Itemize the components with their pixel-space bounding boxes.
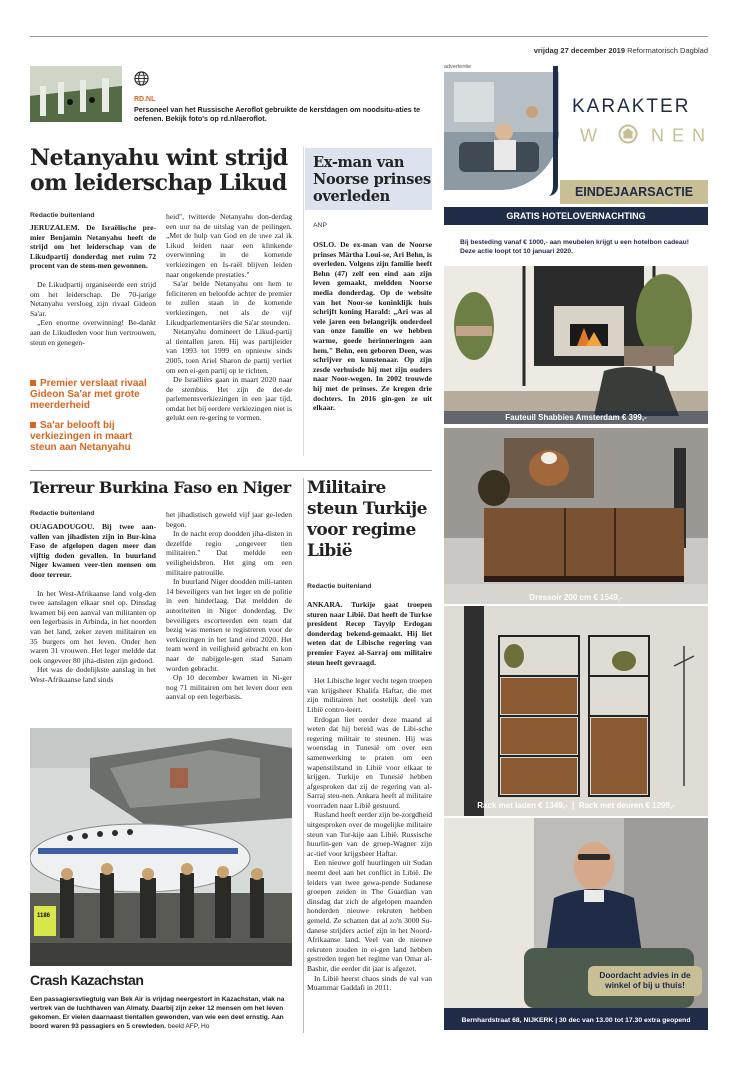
burkina-headline: Terreur Burkina Faso en Niger [30, 478, 291, 497]
rack-photo [444, 606, 708, 816]
likud-para: De Israëliërs gaan in maart 2020 naar de stembus. Het zijn de der-de parlementsverkiezingen in een jaar tijd, omdat het bij eerdere verkiezingen niet is gelukt een re-gering te vormen. [166, 375, 292, 423]
behn-lead: OSLO. De ex-man van de Noorse prinses Märtha Loui-se, Ari Behn, is overleden. Volgens zijn familie heeft Behn (47) zelf een eind aan zijn leven gemaakt, meldden Noorse media donderdag. Op de website van het Noor-se koninklijk huis schrijft koning Harald: „Ari was al vele jaren een belangrijk onderdeel van onze familie en we hebben warme, goede herinneringen aan hem." Behn, een geboren Deen, was schrijver en kunstenaar. Op zijn zesde verhuisde hij met zijn ouders naar Noor-wegen. In 2002 trouwde hij met de prinses. Ze kregen drie dochters. In 2016 gin-gen ze uit elkaar. [313, 240, 432, 413]
section-rule [30, 470, 432, 471]
advisor-photo [444, 818, 708, 1030]
advert-interior-photo [444, 72, 559, 190]
product-dressoir: Dressoir 200 cm € 1549,- [529, 593, 623, 602]
likud-para: Netanyahu domineert de Likud-partij al tientallen jaren. Hij was partijleider van 1993 tot 1999 en opnieuw sinds 2005, toen Ariel Sharon de partij verliet om een ei-gen partij op te richten. [166, 327, 292, 375]
libie-para: Het Libische leger vecht tegen troepen van krijgsheer Khalifa Haftar, die met zijn militairen het oostelijk deel van Libië contro-leert. [307, 676, 432, 714]
likud-col2 [166, 212, 292, 423]
libie-byline: Redactie buitenland [307, 583, 372, 590]
likud-para: heid", twitterde Netanyahu don-derdag een uur na de uitslag van de peilingen. „Met de hulp van God en de uwe zal ik Likud leiden naar een klinkende overwinning in de komende verkiezingen en Is-raël blijven leiden naar ongekende prestaties." [166, 212, 292, 279]
brand-arc [548, 66, 558, 196]
behn-headline: Ex-man van Noorse prinses overleden [313, 154, 431, 205]
behn-byline: ANP [313, 222, 327, 229]
likud-lead: JERUZALEM. De Israëlische pre-mier Benjamin Netanyahu heeft de strijd om het leiderschap van de Likudpartij donderdag met ruim 72 procent van de stem-men gewonnen. [30, 223, 156, 271]
advice-bubble: Doordacht advies in de winkel of bij u thuis! [588, 966, 702, 996]
brand-wonen: W NEN [580, 124, 713, 149]
burkina-col1 [30, 522, 156, 685]
libie-para: Erdogan liet eerder deze maand al weten dat hij bereid was de Libi-sche regering militair te steunen. Hij was woensdag in Tunesië om over een samenwerking te praten om een wapenstilstand in Libië voor elkaar te krijgen. Turkije en Tunesië hebben afgesproken dat zij de regering van al-Sarraj steu-nen. Ankara heeft al militaire voorraden naar Libië gestuurd. [307, 714, 432, 810]
burkina-para: Op 10 december kwamen in Ni-ger nog 71 militairen om het leven door een aanval op een legerbasis. [166, 673, 292, 702]
libie-lead: ANKARA. Turkije gaat troepen sturen naar Libië. Dat heeft de Turkse president Recep Tayyip Erdogan donderdag bekend-gemaakt. Hij liet weten dat de Libische regering van premier Fayez al-Sarraj om militaire steun heeft gevraagd. [307, 600, 432, 667]
likud-pull-quote-1: Premier verslaat rivaal Gideon Sa'ar met grote meerderheid [30, 378, 147, 411]
crash-caption: Een passagiersvliegtuig van Bek Air is vrijdag neergestort in Kazachstan, vlak na vertrek van de luchthaven van Almaty. Daarbij zijn zeker 12 mensen om het leven gekomen. Er vielen daarnaast tientallen gewonden, van wie een deel ernstig. Aan boord waren 93 passagiers en 5 crewleden. beeld AFP, Ho [30, 996, 285, 1030]
likud-pull-quote-2: Sa'ar belooft bij verkiezingen in maart steun aan Netanyahu [30, 420, 133, 453]
libie-para: Een nieuwe golf huurlingen uit Sudan neemt deel aan het conflict in Libië. De leiders van twee gewa-pende Sudanese groepen zeiden in The Guardian van dinsdag dat zich de afgelopen maanden honderden nieuwe rekruten hebben gemeld. Ze schatten dat al zo'n 3000 Su-danese strijders actief zijn in het Noord-Afrikaanse land. Veel van de nieuwe rekruten zouden in ei-gen land hebben gestreden tegen het regime van Omar al-Bashir, die eerder dit jaar is afgezet. [307, 858, 432, 973]
store-footer: Bernhardstraat 68, NIJKERK | 30 dec van 13.00 tot 17.30 extra geopend [444, 1012, 708, 1030]
burkina-byline: Redactie buitenland [30, 510, 95, 517]
advert-label: advertentie [444, 64, 472, 70]
burkina-lead: OUAGADOUGOU. Bij twee aan-vallen van jihadisten zijn in Bur-kina Faso de afgelopen dagen meer dan vijftig doden gevallen. In buurland Niger kwamen veer-tien mensen om door terreur. [30, 522, 156, 579]
libie-para: Rusland heeft eerder zijn be-zorgdheid uitgesproken over de mogelijke militaire steun van Tur-kije aan Libië. Russische huurlin-gen van de groep-Wagner zijn ac-tief voor krijgsheer Haftar. [307, 810, 432, 858]
burkina-col2 [166, 510, 292, 702]
page-dateline: vrijdag 27 december 2019 Reformatorisch Dagblad [533, 46, 708, 55]
square-bullet-icon [30, 380, 36, 386]
product-fauteuil: Fauteuil Shabbies Amsterdam € 399,- [444, 411, 708, 424]
burkina-para: het jihadistisch geweld vijf jaar ge-leden begon. [166, 510, 292, 529]
fauteuil-photo [444, 266, 708, 424]
house-icon [618, 124, 638, 149]
vest-number: 1186 [37, 913, 51, 919]
top-rule [30, 36, 708, 37]
square-bullet-icon [30, 422, 36, 428]
likud-para: „Een enorme overwinning! Be-dankt aan de Likudleden voor hun vertrouwen, steun en genegen- [30, 318, 156, 347]
likud-para: De Likudpartij organiseerde een strijd om het leiderschap. De 70-jarige Netanyahu versloeg zijn rivaal Gideon Sa'ar. [30, 279, 156, 318]
hotel-banner: GRATIS HOTELOVERNACHTING [444, 207, 708, 225]
behn-body [313, 240, 432, 413]
burkina-para: Het was de dodelijkste aanslag in het West-Afrikaanse land sinds [30, 665, 156, 684]
crash-photo[interactable] [30, 728, 292, 966]
dressoir-photo [444, 428, 708, 604]
crash-headline: Crash Kazachstan [30, 972, 144, 988]
teaser-text[interactable]: Personeel van het Russische Aeroflot gebruikte de kerstdagen om noodsitu-aties te oefenen. Bekijk foto's op rd.nl/aeroflot. [134, 105, 421, 123]
likud-para: Sa'ar belde Netanyahu om hem te feliciteren en beloofde achter de premier te zullen staan in de komende verkiezingen, net als de vijf Likudparlementariërs die Sa'ar steunden. [166, 279, 292, 327]
teaser-source[interactable]: RD.NL [134, 96, 156, 103]
libie-body [307, 600, 432, 993]
likud-col1 [30, 223, 156, 347]
eindejaarsactie-banner: EINDEJAARSACTIE [560, 180, 708, 204]
burkina-para: In buurland Niger doodden mili-tanten 14 beveiligers van het leger en de politie in een hinderlaag. Dat meldden de autoriteiten in Niger donderdag. De beveiligers escorteerden een team dat bezig was mensen te registreren voor de verkiezingen in het land eind 2020. Het team werd in veiligheid gebracht en kon naar de nabijgele-gen stad Sanam worden gebracht. [166, 577, 292, 673]
likud-byline: Redactie buitenland [30, 212, 95, 219]
column-divider [303, 478, 304, 1033]
product-racks: Rack met laden € 1349,- | Rack met deuren € 1299,- [477, 801, 675, 810]
likud-headline: Netanyahu wint strijd om leiderschap Likud [30, 145, 288, 196]
offer-text: Bij besteding vanaf € 1000,- aan meubelen krijgt u een hotelbon cadeau! Deze actie loopt tot 10 januari 2020. [460, 239, 689, 255]
aeroflot-teaser-photo[interactable] [30, 66, 122, 122]
photo-credit: beeld AFP, Ho [167, 1023, 210, 1030]
behn-headline-box [305, 148, 432, 210]
burkina-para: In het West-Afrikaanse land volg-den twee aanslagen elkaar snel op. Dinsdag kwamen bij een aanval van militanten op een legerbasis in Arbinda, in het noorden van het land, zeker zeven militairen en 35 burgers om het leven. Onder hen waren 31 vrouwen. Het leger meldde dat ook ongeveer 80 jiha-disten zijn gedood. [30, 588, 156, 665]
column-divider [303, 146, 304, 456]
brand-karakter: KARAKTER [572, 96, 691, 117]
libie-headline: Militaire steun Turkije voor regime Libië [307, 478, 427, 561]
burkina-para: In de nacht erop doodden jiha-disten in dezelfde regio „ongeveer tien militairen." Dat meldde een veiligheidsbron. Het ging om een militaire patrouille. [166, 529, 292, 577]
libie-para: In Libië heerst chaos sinds de val van Muammar Gaddafi in 2011. [307, 973, 432, 993]
globe-icon [134, 71, 149, 90]
